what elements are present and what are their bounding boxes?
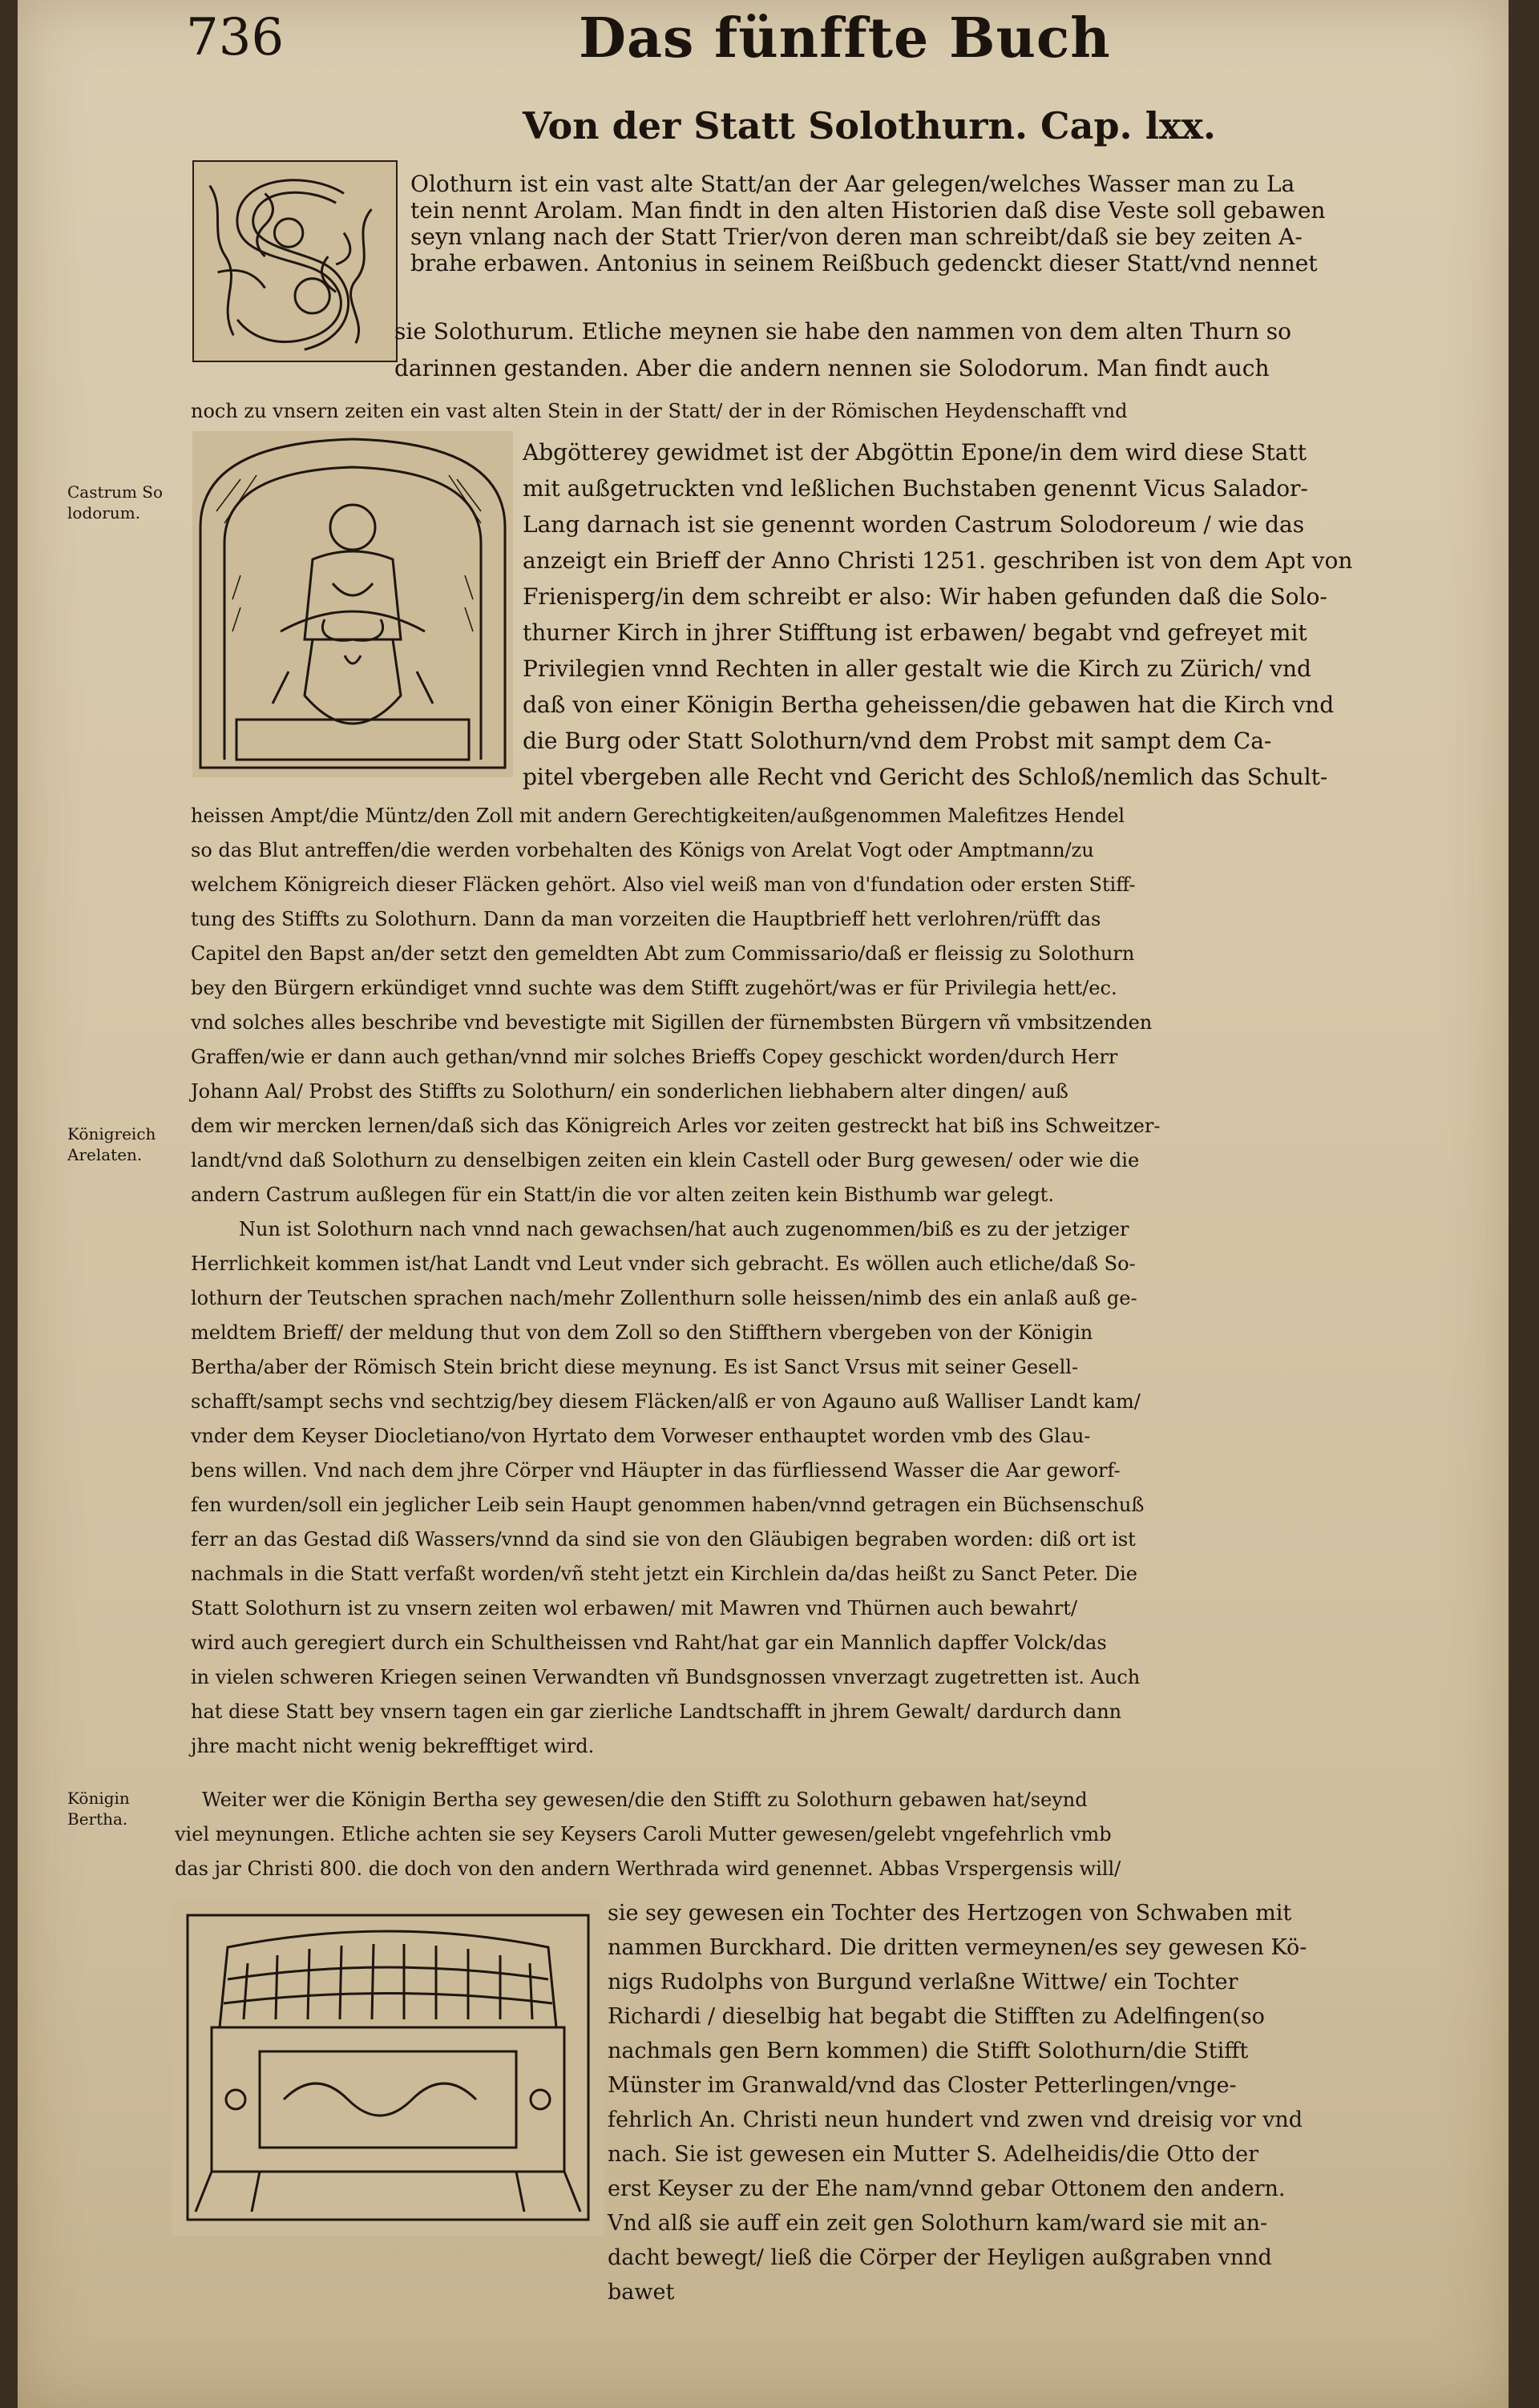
text-line: in vielen schweren Kriegen seinen Verwandten vñ Bundsgnossen vnverzagt zugetretten ist. Auch: [191, 1666, 1141, 1688]
text-line: hat diese Statt bey vnsern tagen ein gar zierliche Landtschafft in jhrem Gewalt/ dardurch dann: [191, 1700, 1122, 1723]
text-line: bawet: [608, 2280, 675, 2305]
text-line: thurner Kirch in jhrer Stifftung ist erbawen/ begabt vnd gefreyet mit: [523, 619, 1307, 646]
text-line: nammen Burckhard. Die dritten vermeynen/es sey gewesen Kö-: [608, 1935, 1307, 1960]
text-line: Abgötterey gewidmet ist der Abgöttin Epone/in dem wird diese Statt: [523, 439, 1307, 466]
text-line: nach. Sie ist gewesen ein Mutter S. Adelheidis/die Otto der: [608, 2142, 1259, 2167]
text-line: heissen Ampt/die Müntz/den Zoll mit andern Gerechtigkeiten/außgenommen Malefitzes Hendel: [191, 805, 1125, 827]
text-line: anzeigt ein Brieff der Anno Christi 1251. geschriben ist von dem Apt von: [523, 547, 1353, 574]
decorated-initial-illustration: [192, 160, 398, 362]
chapter-title: Von der Statt Solothurn. Cap. lxx.: [523, 104, 1216, 147]
text-line: meldtem Brieff/ der meldung thut von dem Zoll so den Stiffthern vbergeben von der Königin: [191, 1321, 1093, 1344]
margin-note: Castrum So: [67, 482, 164, 502]
reliquary-chest-woodcut: [172, 1899, 604, 2236]
text-line: bens willen. Vnd nach dem jhre Cörper vnd Häupter in das fürfliessend Wasser die Aar geworf-: [191, 1459, 1121, 1482]
text-line: tein nennt Arolam. Man findt in den alten Historien daß dise Veste soll gebawen: [410, 197, 1326, 224]
text-line: sie Solothurum. Etliche meynen sie habe den nammen von dem alten Thurn so: [394, 318, 1291, 345]
text-line: mit außgetruckten vnd leßlichen Buchstaben genennt Vicus Salador-: [523, 475, 1308, 502]
text-line: dem wir mercken lernen/daß sich das Königreich Arles vor zeiten gestreckt hat biß ins Schweitzer-: [191, 1115, 1161, 1137]
text-line: landt/vnd daß Solothurn zu denselbigen zeiten ein klein Castell oder Burg gewesen/ oder wie die: [191, 1149, 1140, 1172]
text-line: pitel vbergeben alle Recht vnd Gericht des Schloß/nemlich das Schult-: [523, 764, 1328, 790]
margin-note: Königin: [67, 1789, 130, 1808]
text-line: Privilegien vnnd Rechten in aller gestalt wie die Kirch zu Zürich/ vnd: [523, 655, 1311, 682]
text-line: brahe erbawen. Antonius in seinem Reißbuch gedenckt dieser Statt/vnd nennet: [410, 250, 1318, 276]
text-line: nachmals gen Bern kommen) die Stifft Solothurn/die Stifft: [608, 2039, 1249, 2063]
text-line: Statt Solothurn ist zu vnsern zeiten wol erbawen/ mit Mawren vnd Thürnen auch bewahrt/: [191, 1597, 1077, 1619]
text-line: Lang darnach ist sie genennt worden Castrum Solodoreum / wie das: [523, 511, 1305, 538]
text-line: Herrlichkeit kommen ist/hat Landt vnd Leut vnder sich gebracht. Es wöllen auch etliche/daß So-: [191, 1252, 1136, 1275]
text-line: die Burg oder Statt Solothurn/vnd dem Probst mit sampt dem Ca-: [523, 728, 1272, 754]
text-line: welchem Königreich dieser Fläcken gehört. Also viel weiß man von d'fundation oder ersten Stiff-: [191, 873, 1136, 896]
margin-note: Bertha.: [67, 1809, 128, 1829]
text-line: das jar Christi 800. die doch von den andern Werthrada wird genennet. Abbas Vrspergensis will/: [175, 1857, 1121, 1880]
text-line: Nun ist Solothurn nach vnnd nach gewachsen/hat auch zugenommen/biß es zu der jetziger: [239, 1218, 1129, 1240]
text-line: seyn vnlang nach der Statt Trier/von deren man schreibt/daß sie bey zeiten A-: [410, 224, 1303, 250]
text-line: darinnen gestanden. Aber die andern nennen sie Solodorum. Man findt auch: [394, 355, 1270, 381]
printed-page: [18, 0, 1509, 2408]
text-line: vnd solches alles beschribe vnd bevestigte mit Sigillen der fürnembsten Bürgern vñ vmbsitzenden: [191, 1011, 1153, 1034]
text-line: jhre macht nicht wenig bekrefftiget wird.: [191, 1735, 595, 1757]
text-line: nachmals in die Statt verfaßt worden/vñ steht jetzt ein Kirchlein da/das heißt zu Sanct Peter. Die: [191, 1563, 1137, 1585]
text-line: Capitel den Bapst an/der setzt den gemeldten Abt zum Commissario/daß er fleissig zu Solothurn: [191, 942, 1135, 965]
margin-note: Königreich: [67, 1124, 156, 1143]
text-line: erst Keyser zu der Ehe nam/vnnd gebar Ottonem den andern.: [608, 2176, 1286, 2201]
text-line: Richardi / dieselbig hat begabt die Stifften zu Adelfingen(so: [608, 2004, 1265, 2029]
text-line: fehrlich An. Christi neun hundert vnd zwen vnd dreisig vor vnd: [608, 2108, 1303, 2132]
margin-note: lodorum.: [67, 503, 141, 522]
running-head: Das fünffte Buch: [579, 6, 1111, 71]
roman-stone-figure-woodcut: [192, 431, 513, 777]
text-line: noch zu vnsern zeiten ein vast alten Stein in der Statt/ der in der Römischen Heydenschafft vnd: [191, 400, 1128, 422]
text-line: Johann Aal/ Probst des Stiffts zu Solothurn/ ein sonderlichen liebhabern alter dingen/ auß: [191, 1080, 1068, 1103]
page-number: 736: [186, 8, 285, 67]
text-line: ferr an das Gestad diß Wassers/vnnd da sind sie von den Gläubigen begraben worden: diß ort ist: [191, 1528, 1136, 1551]
text-line: fen wurden/soll ein jeglicher Leib sein Haupt genommen haben/vnnd getragen ein Büchsenschuß: [191, 1494, 1145, 1516]
margin-note: Arelaten.: [67, 1145, 143, 1164]
text-line: vnder dem Keyser Diocletiano/von Hyrtato dem Vorweser enthauptet worden vmb des Glau-: [191, 1425, 1091, 1447]
text-line: wird auch geregiert durch ein Schultheissen vnd Raht/hat gar ein Mannlich dapffer Volck/das: [191, 1632, 1107, 1654]
text-line: Olothurn ist ein vast alte Statt/an der Aar gelegen/welches Wasser man zu La: [410, 171, 1295, 197]
text-line: bey den Bürgern erkündiget vnnd suchte was dem Stifft zugehört/was er für Privilegia hett/ec.: [191, 977, 1117, 999]
text-line: tung des Stiffts zu Solothurn. Dann da man vorzeiten die Hauptbrieff hett verlohren/rüfft das: [191, 908, 1101, 930]
text-line: daß von einer Königin Bertha geheissen/die gebawen hat die Kirch vnd: [523, 692, 1335, 718]
text-line: Vnd alß sie auff ein zeit gen Solothurn kam/ward sie mit an-: [608, 2211, 1268, 2236]
text-line: schafft/sampt sechs vnd sechtzig/bey diesem Fläcken/alß er von Agauno auß Walliser Landt kam/: [191, 1390, 1141, 1413]
text-line: so das Blut antreffen/die werden vorbehalten des Königs von Arelat Vogt oder Amptmann/zu: [191, 839, 1094, 861]
text-line: Frienisperg/in dem schreibt er also: Wir haben gefunden daß die Solo-: [523, 583, 1327, 610]
text-line: lothurn der Teutschen sprachen nach/mehr Zollenthurn solle heissen/nimb des ein anlaß auß ge-: [191, 1287, 1137, 1309]
text-line: nigs Rudolphs von Burgund verlaßne Wittwe/ ein Tochter: [608, 1970, 1238, 1995]
text-line: Weiter wer die Königin Bertha sey gewesen/die den Stifft zu Solothurn gebawen hat/seynd: [202, 1789, 1088, 1811]
text-line: dacht bewegt/ ließ die Cörper der Heyligen außgraben vnnd: [608, 2245, 1272, 2270]
text-line: Münster im Granwald/vnd das Closter Petterlingen/vnge-: [608, 2073, 1237, 2098]
text-line: Bertha/aber der Römisch Stein bricht diese meynung. Es ist Sanct Vrsus mit seiner Gesell-: [191, 1356, 1079, 1378]
text-line: andern Castrum außlegen für ein Statt/in die vor alten zeiten kein Bisthumb war gelegt.: [191, 1184, 1054, 1206]
text-line: Graffen/wie er dann auch gethan/vnnd mir solches Brieffs Copey geschickt worden/durch Herr: [191, 1046, 1118, 1068]
text-line: sie sey gewesen ein Tochter des Hertzogen von Schwaben mit: [608, 1901, 1292, 1926]
text-line: viel meynungen. Etliche achten sie sey Keysers Caroli Mutter gewesen/gelebt vngefehrlich vmb: [175, 1823, 1112, 1845]
